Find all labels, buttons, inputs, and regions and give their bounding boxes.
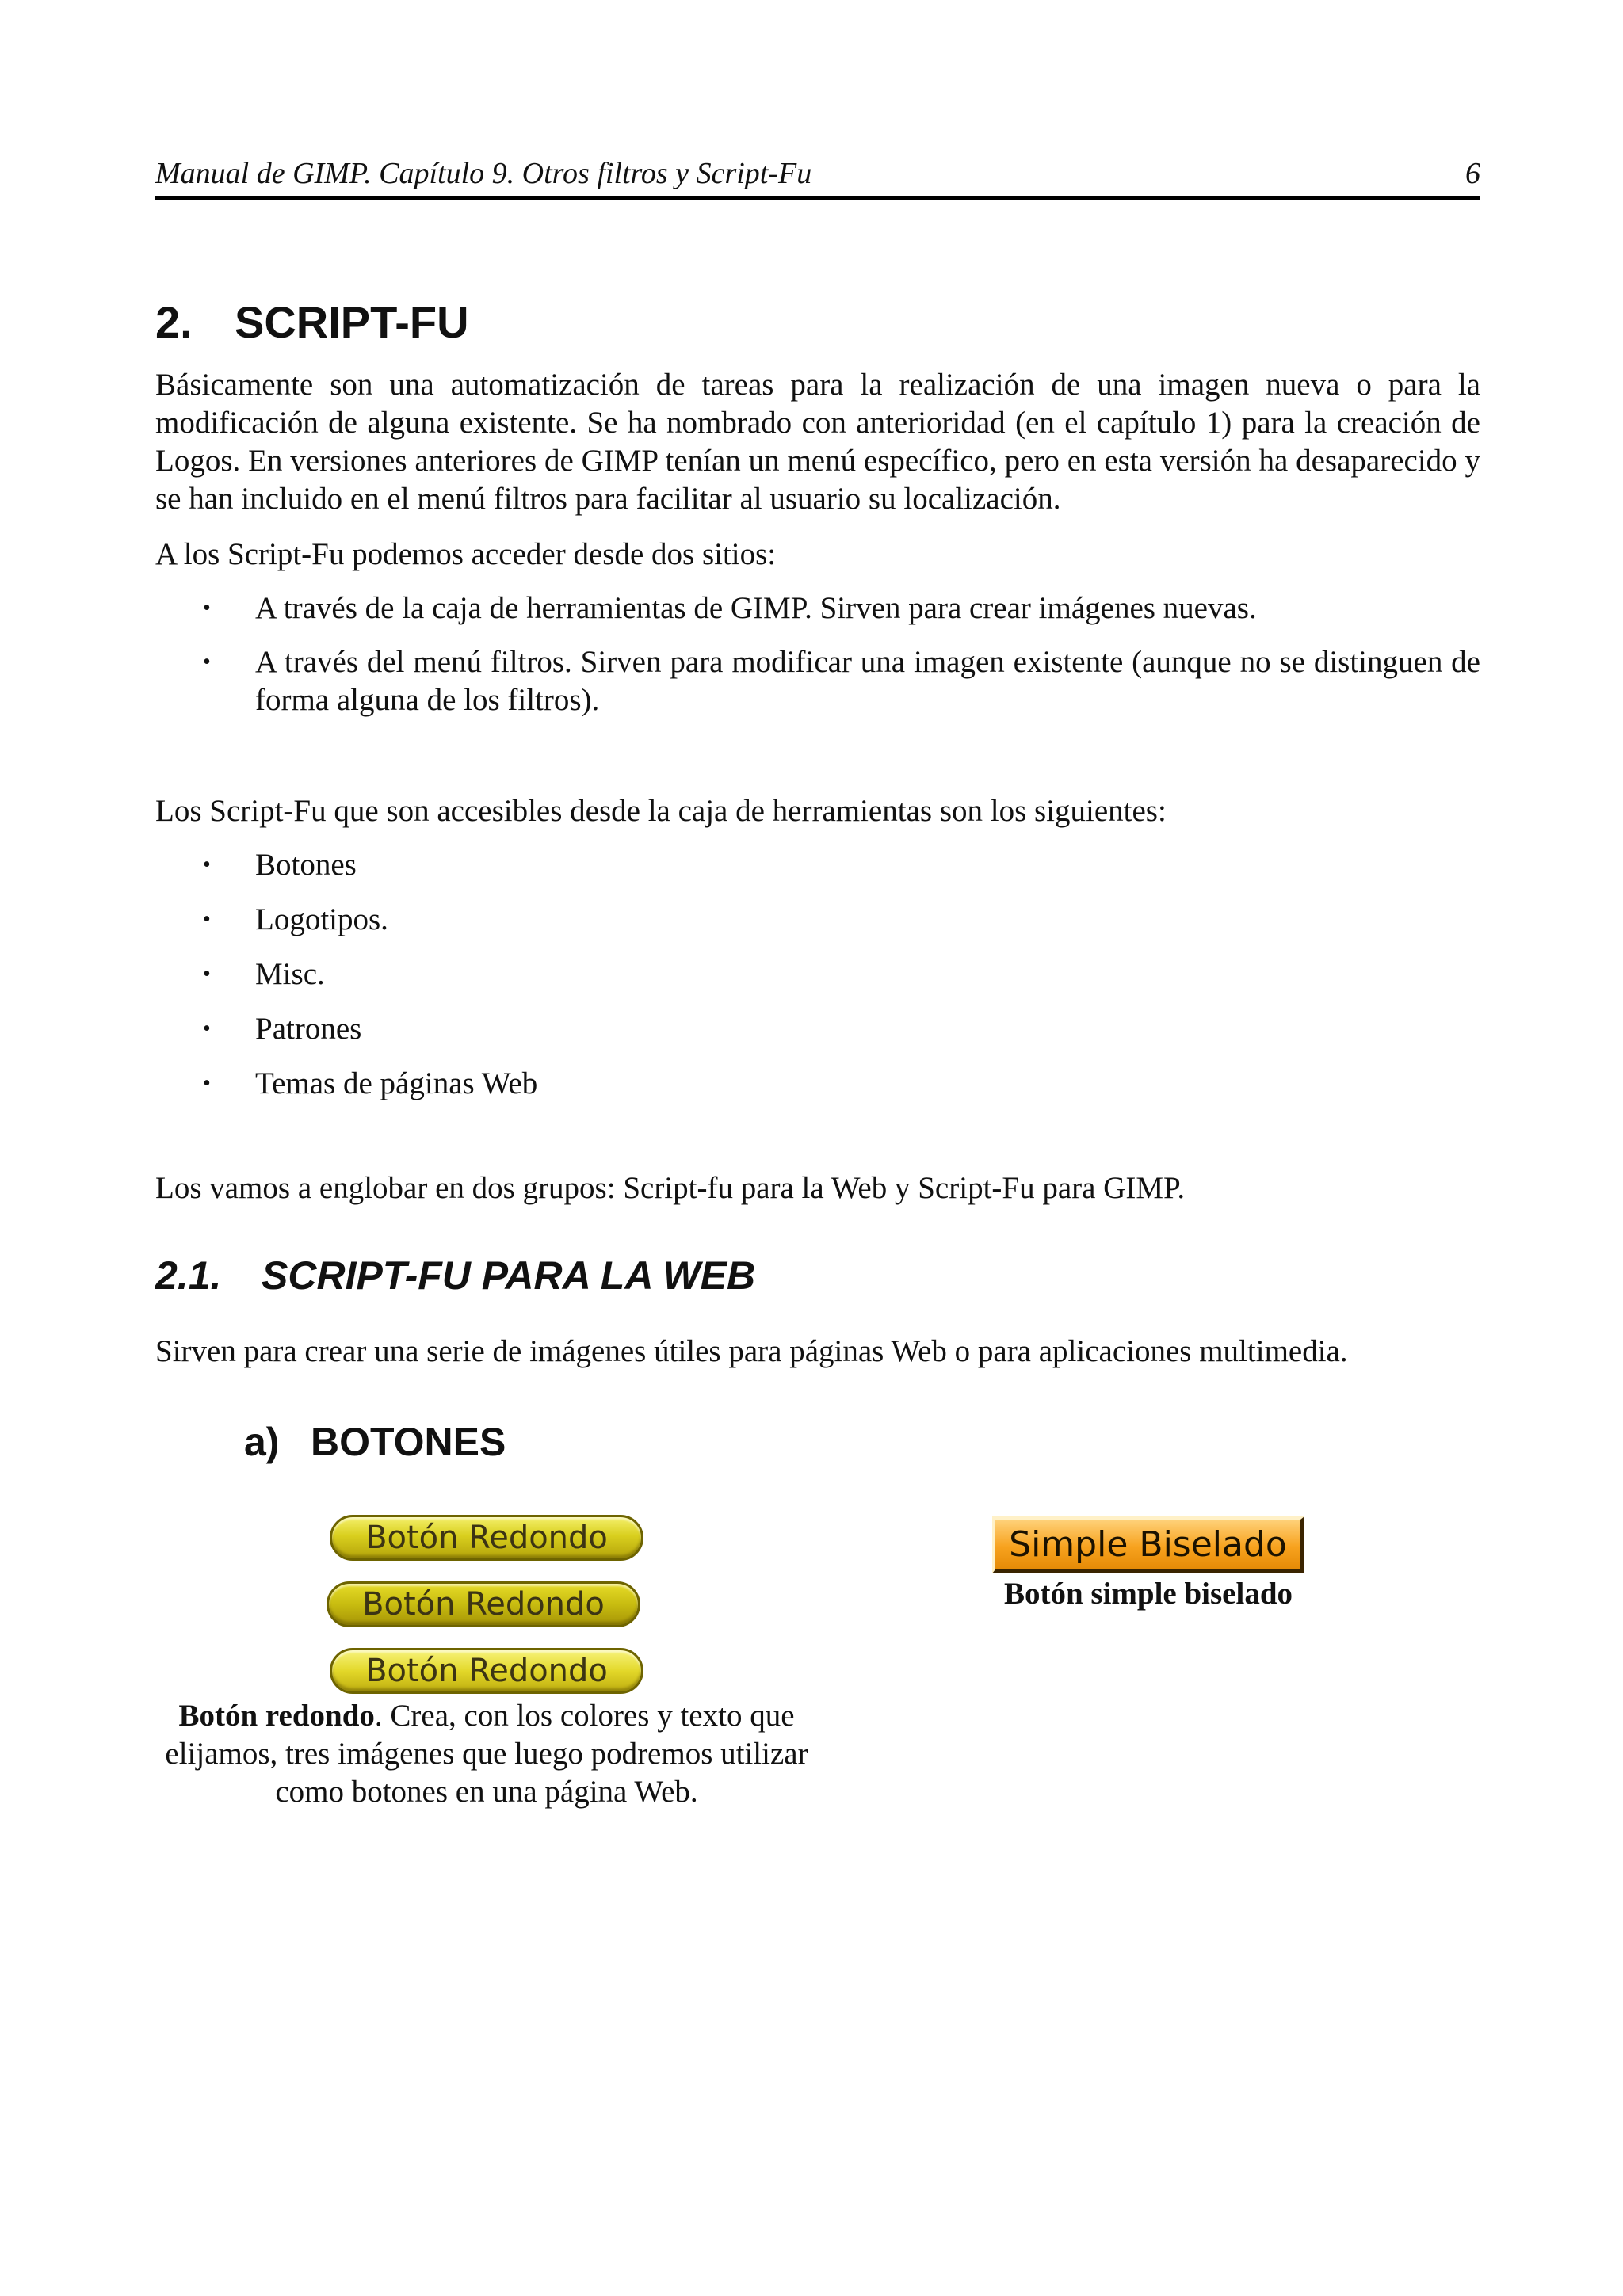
bevel-button-sample: Simple Biselado <box>992 1516 1304 1573</box>
page-number: 6 <box>1465 157 1480 190</box>
section-number: 2. <box>155 297 193 347</box>
subsection-paragraph: Sirven para crear una serie de imágenes útiles para páginas Web o para aplicaciones multimedia. <box>155 1334 1348 1368</box>
subsection-heading <box>155 1252 1480 1299</box>
round-button-caption-text: . Crea, con los colores y texto que elijamos, tres imágenes que luego podremos utilizar como botones en una página Web. <box>165 1699 808 1809</box>
toolbox-bullet-list <box>155 846 1480 1103</box>
bullet-marker: • <box>203 852 211 877</box>
groups-paragraph: Los vamos a englobar en dos grupos: Script-fu para la Web y Script-Fu para GIMP. <box>155 1171 1186 1205</box>
running-header <box>155 155 1480 192</box>
toolbox-paragraph: Los Script-Fu que son accesibles desde la caja de herramientas son los siguientes: <box>155 794 1167 828</box>
round-button-caption <box>155 1697 818 1811</box>
list-item: • A través de la caja de herramientas de GIMP. Sirven para crear imágenes nuevas. <box>155 589 1480 627</box>
list-item: • Logotipos. <box>155 901 1480 939</box>
section-title: SCRIPT-FU <box>235 297 469 347</box>
bullet-marker: • <box>203 1071 211 1096</box>
round-button-sample-hover: Botón Redondo <box>327 1581 640 1627</box>
round-button-caption-title: Botón redondo <box>178 1699 375 1733</box>
bullet-marker: • <box>203 596 211 620</box>
list-item: • Temas de páginas Web <box>155 1065 1480 1103</box>
subsection-number: 2.1. <box>155 1253 222 1298</box>
bullet-marker: • <box>203 1016 211 1041</box>
list-item: • Patrones <box>155 1010 1480 1048</box>
subsubsection-heading <box>244 1418 506 1466</box>
bullet-marker: • <box>203 962 211 986</box>
bullet-marker: • <box>203 907 211 932</box>
bevel-button-caption: Botón simple biselado <box>1003 1577 1293 1611</box>
round-button-sample-normal: Botón Redondo <box>330 1515 643 1561</box>
access-paragraph: A los Script-Fu podemos acceder desde dos sitios: <box>155 537 777 571</box>
list-item: • Botones <box>155 846 1480 884</box>
list-item: • Misc. <box>155 955 1480 994</box>
round-button-sample-pressed: Botón Redondo <box>330 1648 643 1694</box>
intro-paragraph: Básicamente son una automatización de tareas para la realización de una imagen nueva o para la modificación de alguna existente. Se ha nombrado con anterioridad (en el capítulo 1) para la creación de Logos. En versiones anteriores de GIMP tenían un menú específico, pero en esta versión ha desaparecido y se han incluido en el menú filtros para facilitar al usuario su localización. <box>155 368 1480 516</box>
list-item: • A través del menú filtros. Sirven para modificar una imagen existente (aunque no se distinguen de forma alguna de los filtros). <box>203 645 1480 717</box>
subsubsection-title: BOTONES <box>311 1420 506 1464</box>
access-bullet-list <box>155 589 1480 719</box>
subsection-title: SCRIPT-FU PARA LA WEB <box>262 1253 756 1298</box>
section-heading <box>155 295 1480 350</box>
header-title: Manual de GIMP. Capítulo 9. Otros filtros y Script-Fu <box>155 157 812 190</box>
header-rule <box>155 196 1480 200</box>
bullet-marker: • <box>203 650 211 674</box>
subsubsection-number: a) <box>244 1420 280 1464</box>
